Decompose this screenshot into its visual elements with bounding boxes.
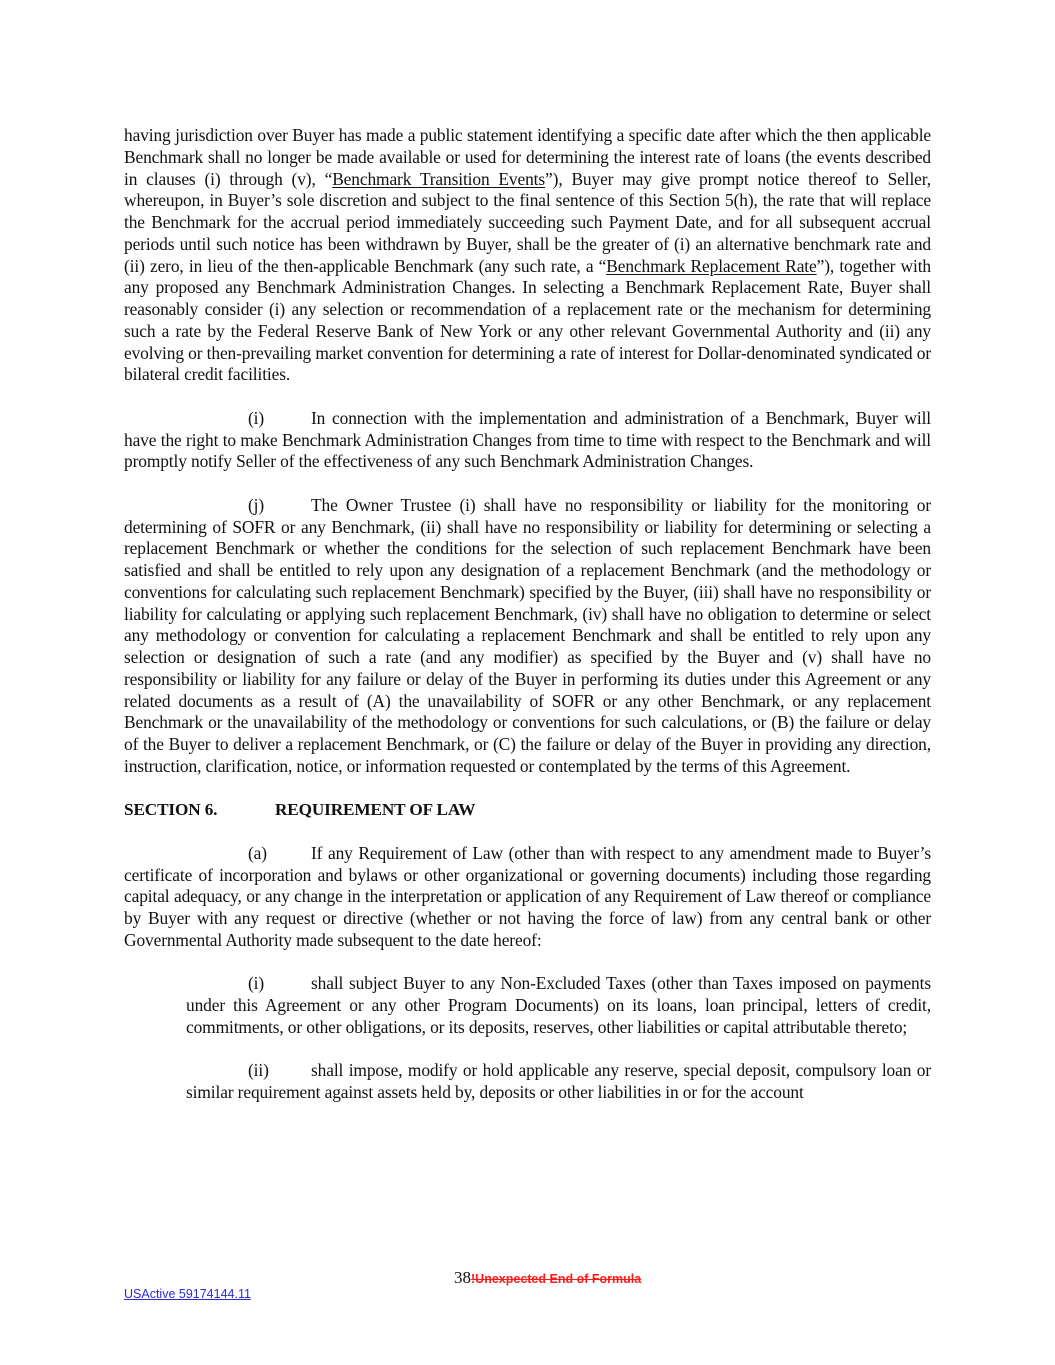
page-number-footer [454,1268,641,1289]
paragraph-section-5h-continuation: having jurisdiction over Buyer has made a public statement identifying a specific date after which the then applicable Benchmark shall no longer be made available or used for determining the interest rate of loans (the events described in clauses (i) through (v), “Benchmark Transition Events”), Buyer may give prompt notice thereof to Seller, whereupon, in Buyer’s sole discretion and subject to the final sentence of this Section 5(h), the rate that will replace the Benchmark for the accrual period immediately succeeding such Payment Date, and for all subsequent accrual periods until such notice has been withdrawn by Buyer, shall be the greater of (i) an alternative benchmark rate and (ii) zero, in lieu of the then-applicable Benchmark (any such rate, a “Benchmark Replacement Rate”), together with any proposed any Benchmark Administration Changes. In selecting a Benchmark Replacement Rate, Buyer shall reasonably consider (i) any selection or recommendation of a replacement rate or the mechanism for determining such a rate by the Federal Reserve Bank of New York or any other relevant Governmental Authority and (ii) any evolving or then-prevailing market convention for determining a rate of interest for Dollar-denominated syndicated or bilateral credit facilities. [124,125,931,385]
clause-label: (j) [248,494,265,515]
document-page [124,125,931,1104]
paragraph-5i: (i) In connection with the implementation and administration of a Benchmark, Buyer will have the right to make Benchmark Administration Changes from time to time with respect to the Benchmark and will promptly notify Seller of the effectiveness of any such Benchmark Administration Changes. [124,407,931,472]
defined-term-benchmark-replacement-rate: Benchmark Replacement Rate [606,255,817,276]
clause-label: (i) [248,407,265,428]
defined-term-benchmark-transition-events: Benchmark Transition Events [332,168,546,189]
clause-label: (ii) [248,1060,269,1081]
clause-label: (a) [248,842,267,863]
paragraph-6a-ii: (ii) shall impose, modify or hold applicable any reserve, special deposit, compulsory loan or similar requirement against assets held by, deposits or other liabilities in or for the account [186,1060,931,1102]
paragraph-5j: (j) The Owner Trustee (i) shall have no responsibility or liability for the monitoring or determining of SOFR or any Benchmark, (ii) shall have no responsibility or liability for determining or selecting a replacement Benchmark or whether the conditions for the selection of such replacement Benchmark have been satisfied and shall be entitled to rely upon any designation of a replacement Benchmark (and the methodology or conventions for calculating such replacement Benchmark) specified by the Buyer, (iii) shall have no responsibility or liability for calculating or applying such replacement Benchmark, (iv) shall have no obligation to determine or select any methodology or convention for calculating a replacement Benchmark and shall be entitled to rely upon any selection or designation of such a rate (and any modifier) as specified by the Buyer and (v) shall have no responsibility or liability for any failure or delay of the Buyer in performing its duties under this Agreement or any related documents as a result of (A) the unavailability of SOFR or any other Benchmark, or any replacement Benchmark or the unavailability of the methodology or conventions for such calculations, or (B) the failure or delay of the Buyer to deliver a replacement Benchmark, or (C) the failure or delay of the Buyer in providing any direction, instruction, clarification, notice, or information requested or contemplated by the terms of this Agreement. [124,494,931,776]
section-6-heading [124,799,931,821]
sub-clauses [186,973,931,1104]
section-title: REQUIREMENT OF LAW [275,800,476,820]
clause-label: (i) [248,973,265,994]
paragraph-6a-i: (i) shall subject Buyer to any Non-Excluded Taxes (other than Taxes imposed on payments under this Agreement or any other Program Documents) on its loans, loan principal, letters of credit, commitments, or other obligations, or its deposits, reserves, other liabilities or capital attributable thereto; [186,973,931,1037]
section-number: SECTION 6. [124,800,218,820]
field-error-text: !Unexpected End of Formula [471,1272,642,1286]
document-id-link[interactable]: USActive 59174144.11 [124,1287,251,1301]
paragraph-6a: (a) If any Requirement of Law (other than with respect to any amendment made to Buyer’s certificate of incorporation and bylaws or other organizational or governing documents) including those regarding capital adequacy, or any change in the interpretation or application of any Requirement of Law thereof or compliance by Buyer with any request or directive (whether or not having the force of law) from any central bank or other Governmental Authority made subsequent to the date hereof: [124,842,931,950]
page-number: 38 [454,1268,471,1287]
